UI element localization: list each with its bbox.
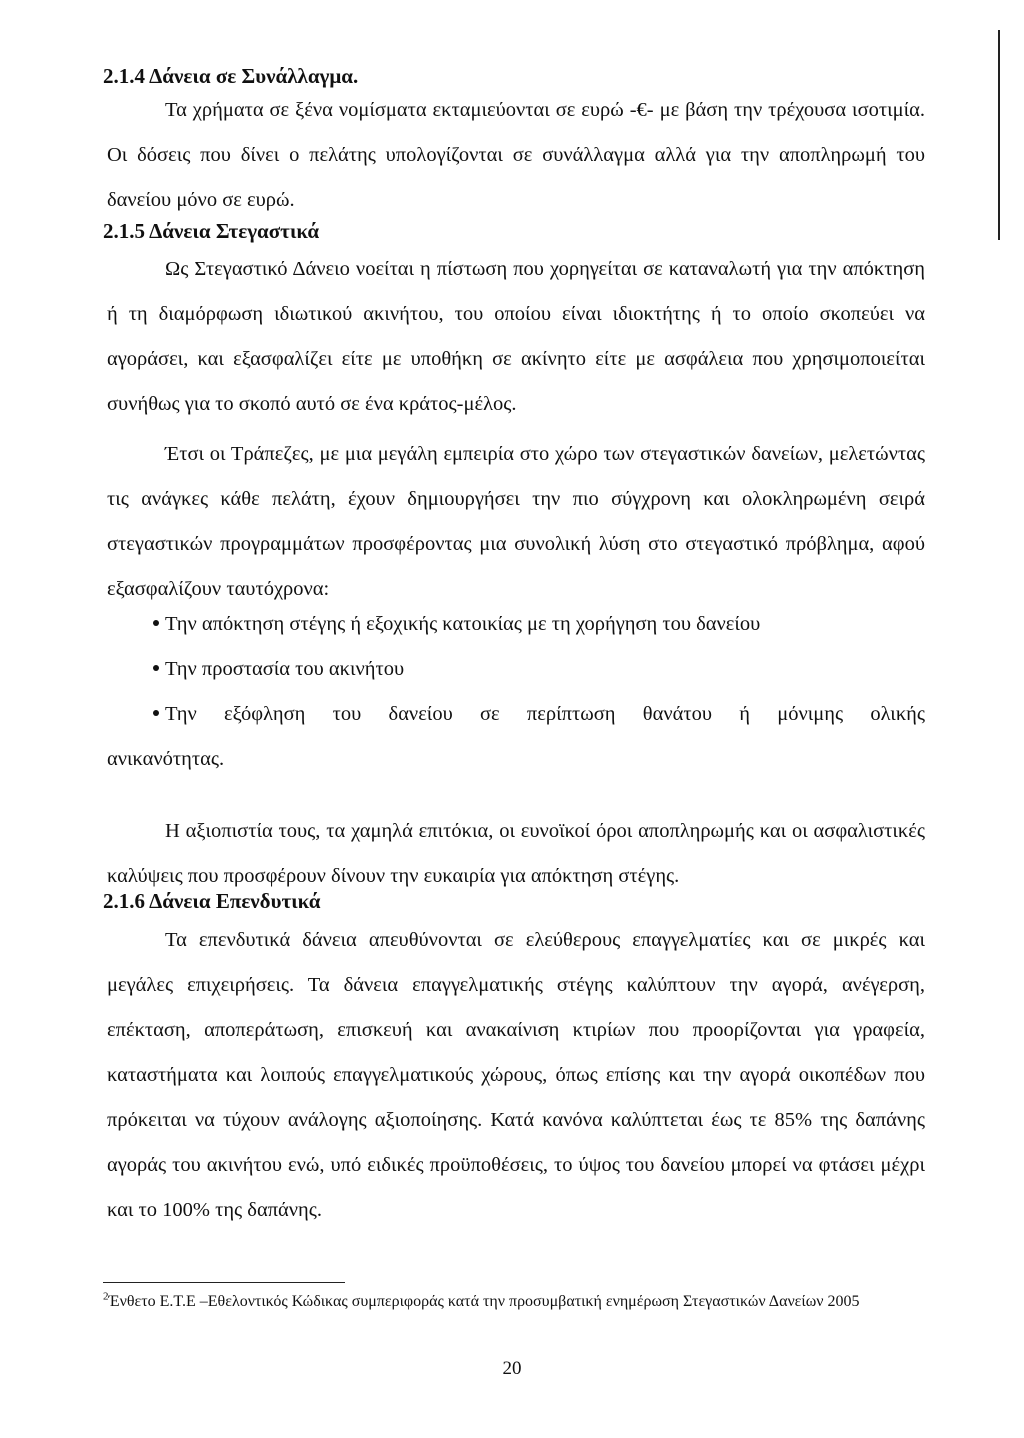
bullet-icon xyxy=(153,665,159,671)
list-item-text: Την απόκτηση στέγης ή εξοχικής κατοικίας με τη χορήγηση του δανείου xyxy=(165,613,761,635)
heading-2-1-5: 2.1.5 Δάνεια Στεγαστικά xyxy=(103,219,320,243)
footnote-text: Ένθετο Ε.Τ.Ε –Εθελοντικός Κώδικας συμπεριφοράς κατά την προσυμβατική ενημέρωση Στεγαστικών Δανείων 2005 xyxy=(108,1293,860,1310)
list-item xyxy=(107,692,925,782)
margin-rule xyxy=(998,30,1000,240)
housing-benefits-list xyxy=(107,602,925,782)
heading-2-1-6: 2.1.6 Δάνεια Επενδυτικά xyxy=(103,889,321,913)
list-item-continuation: ανικανότητας. xyxy=(107,748,225,770)
list-item-text: Την εξόφληση του δανείου σε περίπτωση θανάτου ή μόνιμης ολικής xyxy=(165,703,925,725)
list-item xyxy=(107,647,925,692)
paragraph-foreign-currency-loans: Τα χρήματα σε ξένα νομίσματα εκταμιεύονται σε ευρώ -€- με βάση την τρέχουσα ισοτιμία. Οι δόσεις που δίνει ο πελάτης υπολογίζονται σε συνάλλαγμα αλλά για την αποπληρωμή του δανείου μόνο σε ευρώ. xyxy=(107,99,925,211)
list-item-text: Την προστασία του ακινήτου xyxy=(165,658,405,680)
page-number: 20 xyxy=(502,1358,522,1379)
paragraph-reliability-closing: Η αξιοπιστία τους, τα χαμηλά επιτόκια, οι ευνοϊκοί όροι αποπληρωμής και οι ασφαλιστικές καλύψεις που προσφέρουν δίνουν την ευκαιρία για απόκτηση στέγης. xyxy=(107,820,925,887)
bullet-icon xyxy=(153,710,159,716)
paragraph-banks-housing-programs: Έτσι οι Τράπεζες, με μια μεγάλη εμπειρία στο χώρο των στεγαστικών δανείων, μελετώντας τις ανάγκες κάθε πελάτη, έχουν δημιουργήσει την πιο σύγχρονη και ολοκληρωμένη σειρά στεγαστικών προγραμμάτων προσφέροντας μια συνολική λύση στο στεγαστικό πρόβλημα, αφού εξασφαλίζουν ταυτόχρονα: xyxy=(107,443,925,600)
heading-2-1-4: 2.1.4 Δάνεια σε Συνάλλαγμα. xyxy=(103,64,359,88)
list-item xyxy=(107,602,925,647)
paragraph-investment-loans: Τα επενδυτικά δάνεια απευθύνονται σε ελεύθερους επαγγελματίες και σε μικρές και μεγάλες επιχειρήσεις. Τα δάνεια επαγγελματικής στέγης καλύπτουν την αγορά, ανέγερση, επέκταση, αποπεράτωση, επισκευή και ανακαίνιση κτιρίων που προορίζονται για γραφεία, καταστήματα και λοιπούς επαγγελματικούς χώρους, όπως επίσης και την αγορά οικοπέδων που πρόκειται να τύχουν ανάλογης αξιοποίησης. Κατά κανόνα καλύπτεται έως τε 85% της δαπάνης αγοράς του ακινήτου ενώ, υπό ειδικές προϋποθέσεις, το ύψος του δανείου μπορεί να φτάσει μέχρι και το 100% της δαπάνης. xyxy=(107,929,925,1221)
footnote xyxy=(103,1291,903,1313)
footnote-marker: 2 xyxy=(103,1290,109,1303)
paragraph-housing-loan-definition: Ως Στεγαστικό Δάνειο νοείται η πίστωση που χορηγείται σε καταναλωτή για την απόκτηση ή τη διαμόρφωση ιδιωτικού ακινήτου, του οποίου είναι ιδιοκτήτης ή το οποίο σκοπεύει να αγοράσει, και εξασφαλίζει είτε με υποθήκη σε ακίνητο είτε με ασφάλεια που χρησιμοποιείται συνήθως για το σκοπό αυτό σε ένα κράτος-μέλος. xyxy=(107,258,925,415)
footnote-divider xyxy=(103,1282,345,1283)
bullet-icon xyxy=(153,620,159,626)
